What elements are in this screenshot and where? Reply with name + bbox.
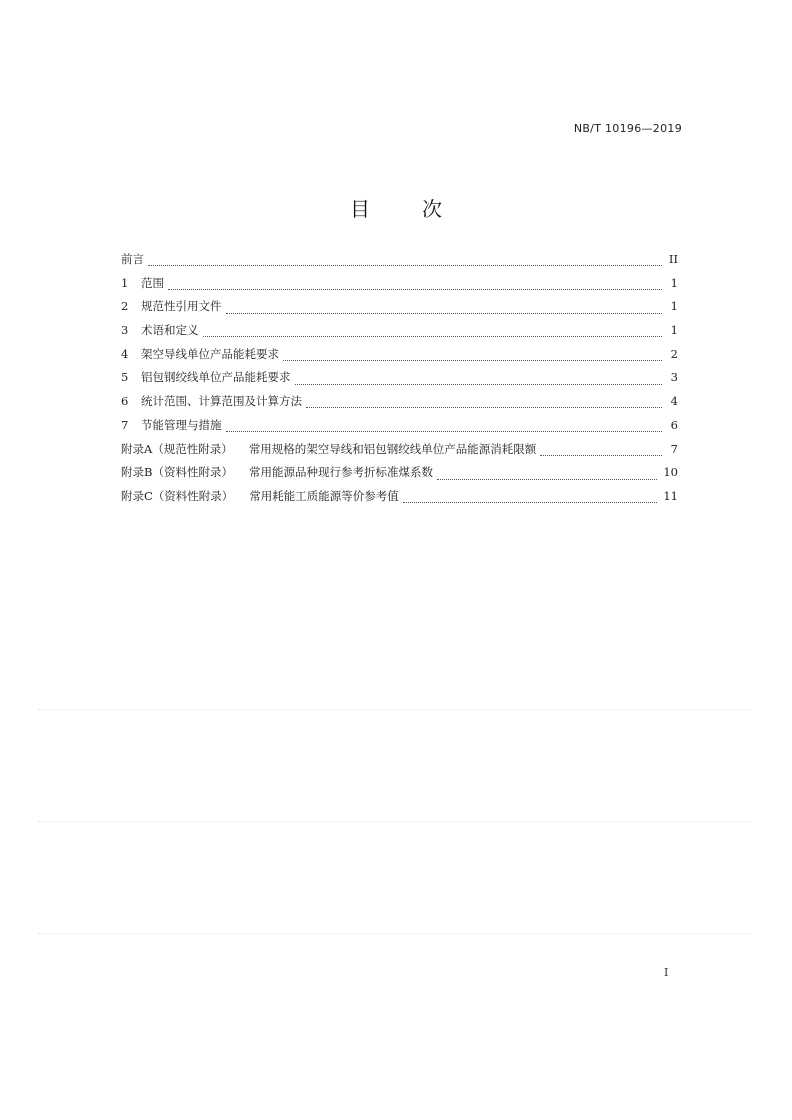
toc-entry-foreword[interactable]	[121, 251, 678, 275]
toc-entry-label: 铝包钢绞线单位产品能耗要求	[141, 370, 291, 385]
toc-entry-normative-references[interactable]	[121, 298, 678, 322]
toc-entry-terms-definitions[interactable]	[121, 322, 678, 346]
dot-leader	[540, 455, 662, 456]
faint-rule	[38, 933, 752, 934]
toc-entry-page: 10	[663, 465, 678, 480]
toc-entry-calculation-methods[interactable]	[121, 393, 678, 417]
dot-leader	[306, 407, 662, 408]
toc-entry-label: 前言	[121, 252, 144, 266]
toc-entry-energy-management[interactable]	[121, 417, 678, 441]
dot-leader	[295, 384, 663, 385]
toc-entry-annex-b[interactable]	[121, 464, 678, 488]
toc-entry-number: 3	[121, 323, 129, 338]
toc-entry-annex-a[interactable]	[121, 441, 678, 465]
toc-entry-page: 1	[670, 299, 678, 314]
toc-entry-page: 1	[670, 323, 678, 338]
toc-entry-subtitle: 常用耗能工质能源等价参考值	[249, 488, 399, 503]
toc-entry-label: 架空导线单位产品能耗要求	[141, 346, 279, 361]
toc-entry-page: 3	[670, 370, 678, 385]
toc-entry-number: 4	[121, 346, 129, 361]
toc-entry-label: 术语和定义	[141, 323, 199, 338]
toc-entry-annex-c[interactable]	[121, 488, 678, 512]
dot-leader	[226, 431, 663, 432]
toc-title: 目 次	[350, 197, 458, 221]
toc-entry-page: 6	[670, 417, 678, 432]
toc-entry-label: 附录C（资料性附录）	[121, 488, 234, 503]
toc-entry-page: II	[668, 252, 678, 266]
dot-leader	[168, 289, 662, 290]
dot-leader	[203, 336, 663, 337]
toc-entry-label: 规范性引用文件	[141, 299, 222, 314]
toc-entry-page: 7	[670, 441, 678, 456]
toc-entry-subtitle: 常用能源品种现行参考折标准煤系数	[248, 465, 433, 480]
toc-entry-scope[interactable]	[121, 275, 678, 299]
toc-entry-label: 附录B（资料性附录）	[121, 465, 233, 480]
toc-entry-aluminum-clad-steel[interactable]	[121, 369, 678, 393]
dot-leader	[437, 479, 657, 480]
table-of-contents	[121, 251, 678, 512]
faint-rule	[38, 709, 752, 710]
toc-entry-page: 1	[670, 275, 678, 290]
toc-entry-number: 7	[121, 417, 129, 432]
toc-entry-label: 范围	[141, 275, 164, 290]
toc-entry-number: 5	[121, 370, 129, 385]
toc-entry-page: 11	[663, 488, 678, 503]
toc-entry-number: 2	[121, 299, 129, 314]
dot-leader	[403, 502, 658, 503]
toc-entry-overhead-conductor[interactable]	[121, 346, 678, 370]
toc-entry-page: 4	[670, 394, 678, 409]
toc-entry-subtitle: 常用规格的架空导线和铝包钢绞线单位产品能源消耗限额	[248, 441, 537, 456]
toc-entry-page: 2	[670, 346, 678, 361]
toc-entry-label: 附录A（规范性附录）	[121, 441, 233, 456]
toc-entry-number: 6	[121, 394, 129, 409]
standard-number: NB/T 10196—2019	[573, 122, 682, 135]
toc-entry-label: 统计范围、计算范围及计算方法	[141, 394, 302, 409]
toc-entry-number: 1	[121, 275, 129, 290]
page-number: I	[664, 966, 669, 979]
dot-leader	[148, 265, 662, 266]
faint-rule	[38, 821, 752, 822]
dot-leader	[226, 313, 663, 314]
dot-leader	[283, 360, 662, 361]
toc-entry-label: 节能管理与措施	[141, 417, 222, 432]
